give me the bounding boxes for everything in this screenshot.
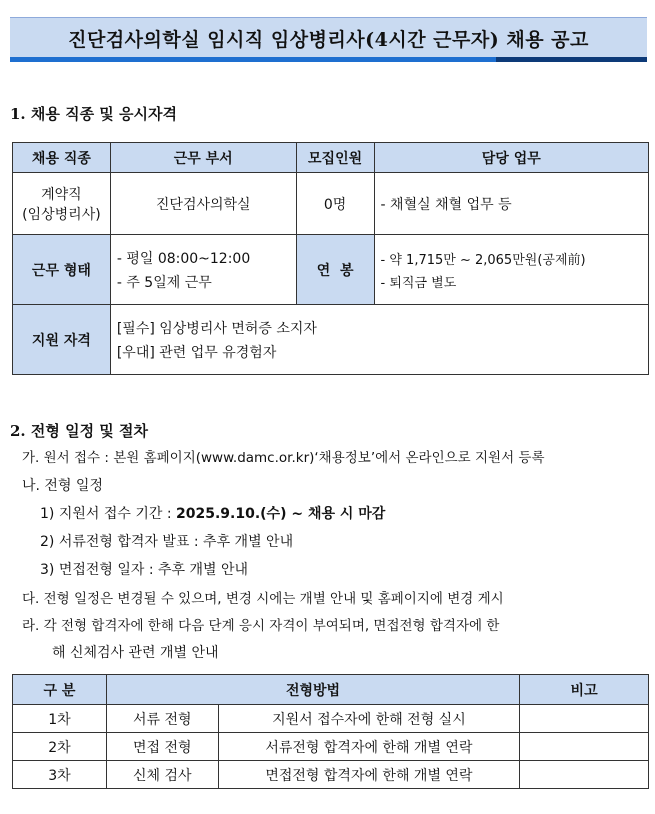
count-cell: 0명	[296, 173, 374, 235]
stage-cell: 1차	[13, 705, 107, 733]
step-da: 다. 전형 일정은 변경될 수 있으며, 변경 시에는 개별 안내 및 홈페이지에 변경 게시	[22, 591, 504, 607]
process-table	[12, 674, 649, 789]
desc-cell: 면접전형 합격자에 한해 개별 연락	[218, 761, 519, 789]
type-cell: 면접 전형	[106, 733, 218, 761]
salary-line1: - 약 1,715만 ~ 2,065만원(공제前)	[380, 252, 586, 268]
qualification-required: [필수] 임상병리사 면허증 소지자	[116, 320, 317, 337]
header-dept: 근무 부서	[110, 143, 296, 173]
work-line1: - 평일 08:00~12:00	[116, 250, 251, 267]
table-row	[13, 733, 649, 761]
note-cell	[520, 733, 649, 761]
page-title: 진단검사의학실 임시직 임상병리사(4시간 근무자) 채용 공고	[10, 17, 647, 58]
work-type-cell	[110, 235, 296, 305]
job-line2: (임상병리사)	[22, 206, 101, 223]
header-job: 채용 직종	[13, 143, 111, 173]
step-ga: 가. 원서 접수 : 본원 홈페이지(www.damc.or.kr)‘채용정보’에서 온라인으로 지원서 등록	[22, 450, 545, 466]
stage-cell: 2차	[13, 733, 107, 761]
section1-heading: 1. 채용 직종 및 응시자격	[10, 105, 177, 123]
job-cell	[13, 173, 111, 235]
header-count: 모집인원	[296, 143, 374, 173]
process-header-note: 비고	[520, 675, 649, 705]
schedule-item1	[40, 503, 385, 523]
qualification-label: 지원 자격	[13, 305, 111, 375]
type-cell: 신체 검사	[106, 761, 218, 789]
desc-cell: 서류전형 합격자에 한해 개별 연락	[218, 733, 519, 761]
desc-cell: 지원서 접수자에 한해 전형 실시	[218, 705, 519, 733]
section2-heading: 2. 전형 일정 및 절차	[10, 422, 148, 440]
salary-cell	[374, 235, 648, 305]
step-ra-line1: 라. 각 전형 합격자에 한해 다음 단계 응시 자격이 부여되며, 면접전형 합격자에 한	[22, 618, 500, 634]
step-ra-line2: 해 신체검사 관련 개별 안내	[52, 645, 219, 661]
work-type-label: 근무 형태	[13, 235, 111, 305]
schedule-item1-prefix: 1) 지원서 접수 기간 :	[40, 506, 177, 522]
header-duty: 담당 업무	[374, 143, 648, 173]
job-line1: 계약직	[41, 186, 82, 203]
dept-cell: 진단검사의학실	[110, 173, 296, 235]
schedule-item2: 2) 서류전형 합격자 발표 : 추후 개별 안내	[40, 534, 294, 550]
step-na: 나. 전형 일정	[22, 478, 103, 494]
salary-label: 연 봉	[296, 235, 374, 305]
duty-cell: - 채혈실 채혈 업무 등	[374, 173, 648, 235]
schedule-item1-date: 2025.9.10.(수) ~ 채용 시 마감	[176, 506, 386, 522]
stage-cell: 3차	[13, 761, 107, 789]
note-cell	[520, 761, 649, 789]
title-underline	[10, 57, 647, 62]
qualification-preferred: [우대] 관련 업무 유경험자	[116, 344, 277, 361]
salary-line2: - 퇴직금 별도	[380, 275, 457, 291]
note-cell	[520, 705, 649, 733]
qualification-cell	[110, 305, 648, 375]
type-cell: 서류 전형	[106, 705, 218, 733]
table-row	[13, 761, 649, 789]
table-row	[13, 705, 649, 733]
work-line2: - 주 5일제 근무	[116, 274, 212, 291]
process-header-method: 전형방법	[106, 675, 519, 705]
qualification-table	[12, 142, 649, 375]
schedule-item3: 3) 면접전형 일자 : 추후 개별 안내	[40, 562, 249, 578]
process-header-stage: 구 분	[13, 675, 107, 705]
